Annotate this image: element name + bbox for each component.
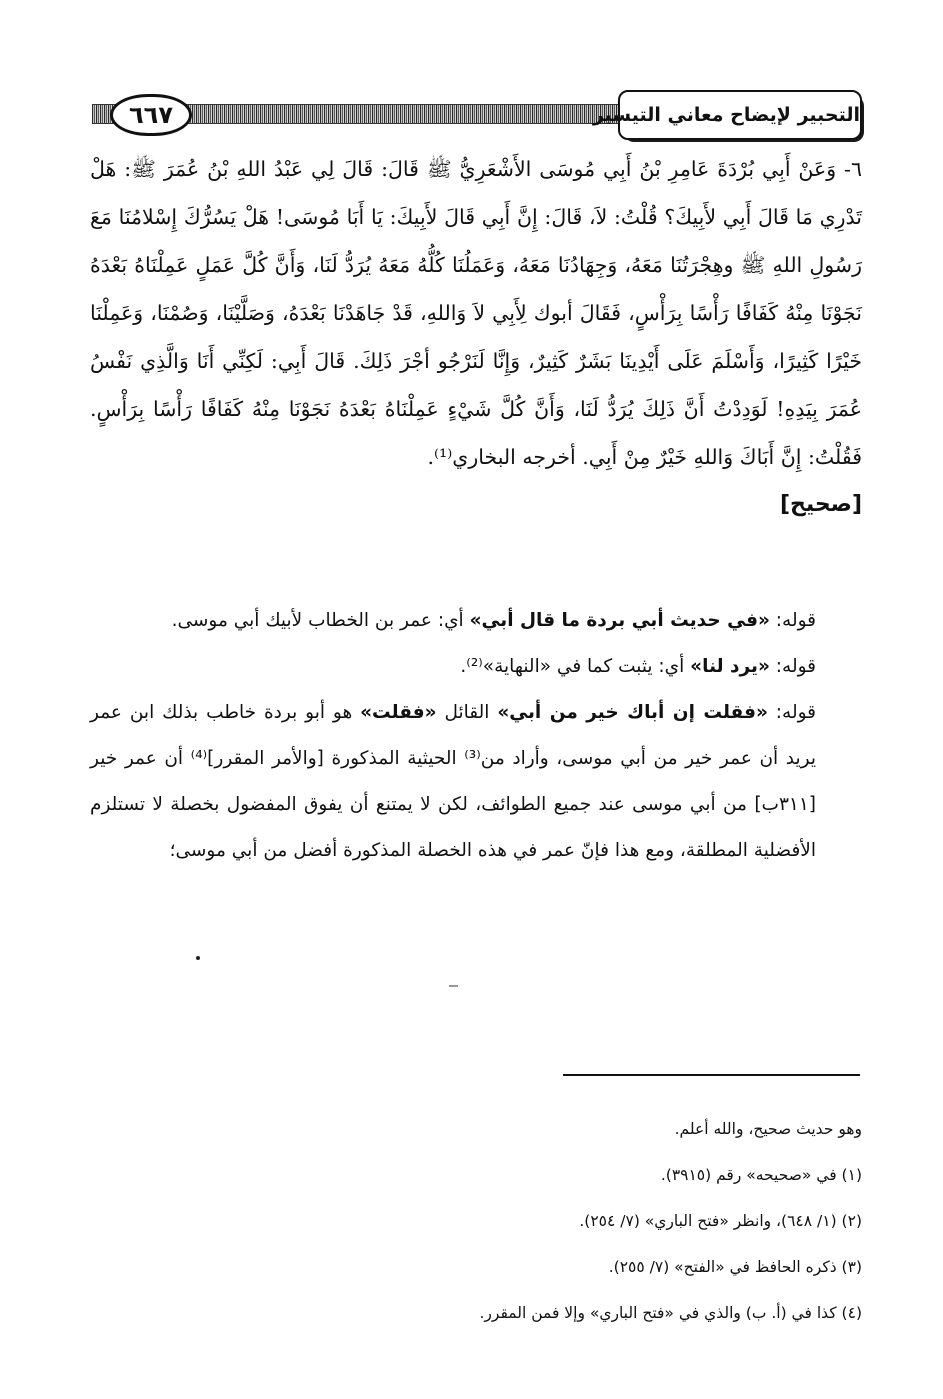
- hadith-line: ٦- وَعَنْ أَبِي بُرْدَةَ عَامِرِ بْنُ أَبِي مُوسَى الأَشْعَرِيُّ ﷺ قَالَ: قَالَ لِي عَبْدُ اللهِ بْنُ عُمَرَ: [163, 157, 862, 181]
- commentary-prefix: قوله:: [769, 656, 816, 677]
- hadith-line: وَصَلَّيْنَا، وَصُمْنَا، وَعَمِلْنَا خَيْرًا كَثِيرًا، وَأَسْلَمَ عَلَى أَيْدِينَا بَشَرٌ كَثِيرٌ، وَإِنَّا لَنَرْجُو أجْرَ ذَلِكَ. قَالَ: [90, 301, 862, 373]
- page-number: ٦٦٧: [110, 94, 192, 136]
- commentary-block: [90, 598, 862, 874]
- commentary-text: أي: يثبت كما في «النهاية»⁽²⁾.: [460, 656, 691, 677]
- hadith-line: ﷺ: هَلْ تَدْرِي مَا قَالَ أَبِي لأَبِيكَ؟ قُلْتُ: لاَ، قَالَ: إِنَّ أَبِي قَالَ لأَبِيكَ: يَا أَبَا مُوسَى! هَلْ: [90, 157, 862, 229]
- hadith-block: [90, 145, 862, 529]
- book-title: التحبير لإيضاح معاني التيسير: [618, 90, 862, 140]
- commentary-paragraph-3: [90, 690, 862, 874]
- commentary-prefix: قوله:: [769, 610, 816, 631]
- footnote-item: (١) في «صحيحه» رقم (٣٩١٥).: [660, 1166, 862, 1184]
- print-speck: [196, 956, 200, 960]
- footnote-item: وهو حديث صحيح، والله أعلم.: [674, 1120, 862, 1138]
- footnotes: [90, 1106, 862, 1336]
- footnote-item: (٤) كذا في (أ. ب) والذي في «فتح الباري» وإلا فمن المقرر.: [479, 1304, 862, 1322]
- hadith-line: يَسُرُّكَ إِسْلامُنَا مَعَ رَسُولِ اللهِ ﷺ وهِجْرَتُنَا مَعَهُ، وَجِهَادُنَا مَعَهُ، وَعَمَلُنَا كُلُّهُ مَعَهُ يُرَدُّ لَنَا، وَأَنَّ: [90, 205, 862, 277]
- commentary-text: أي: عمر بن الخطاب لأبيك أبي موسى.: [171, 610, 470, 631]
- hadith-text: [90, 145, 862, 481]
- hadith-grade: [صحيح]: [779, 492, 862, 517]
- hadith-line: كُلَّ عَمَلٍ عَمِلْنَاهُ بَعْدَهُ نَجَوْنَا مِنْهُ كَفَافًا رَأْسًا بِرَأْسٍ، فَقَالَ أبوك لِأَبِي لاَ وَاللهِ، قَدْ جَاهَدْنَا بَعْدَهُ،: [90, 253, 862, 325]
- hadith-line: نَجَوْنَا مِنْهُ كَفَافًا رَأْسًا بِرَأْسٍ. فَقُلْتُ: إِنَّ أَبَاكَ وَاللهِ خَيْرٌ مِنْ أَبِي. أخرجه البخاري⁽¹⁾.: [90, 397, 862, 469]
- commentary-text: القائل: [436, 702, 498, 723]
- commentary-text: هو أبو بردة خاطب بذلك ابن عمر يريد أن عمر خير من أبي موسى، وأراد من⁽³⁾ الحيثية المذكورة [والأمر المقرر]⁽⁴⁾ أن عمر خير [٣١١ب] من أبي موسى عند جميع الطوائف، لكن لا يمتنع أن يفوق المفضول بخصلة لا تستلزم الأفضلية المطلقة، ومع هذا فإنّ عمر في هذه الخصلة المذكورة أفضل من أبي موسى؛: [90, 702, 816, 861]
- footnote-item: (٣) ذكره الحافظ في «الفتح» (٧/ ٢٥٥).: [608, 1258, 862, 1276]
- hadith-line: أَبِي: لَكِنِّي أَنَا وَالَّذِي نَفْسُ عُمَرَ بِيَدِهِ! لَوَدِدْتُ أَنَّ ذَلِكَ يُرَدُّ لَنَا، وَأَنَّ كُلَّ شَيْءٍ عَمِلْنَاهُ بَعْدَهُ: [90, 349, 862, 421]
- print-speck: [449, 985, 458, 987]
- commentary-quote: «في حديث أبي بردة ما قال أبي»: [469, 610, 770, 631]
- commentary-paragraph-2: [90, 644, 862, 690]
- commentary-quote: «فقلت إن أباك خير من أبي»: [497, 702, 768, 723]
- footnote-item: (٢) (١/ ٦٤٨)، وانظر «فتح الباري» (٧/ ٢٥٤).: [579, 1212, 862, 1230]
- commentary-paragraph-1: [90, 598, 862, 644]
- commentary-quote: «يرد لنا»: [690, 656, 770, 677]
- commentary-quote: «فقلت»: [360, 702, 437, 723]
- footnote-separator: [563, 1074, 860, 1076]
- page-header: [92, 90, 862, 146]
- commentary-prefix: قوله:: [767, 702, 816, 723]
